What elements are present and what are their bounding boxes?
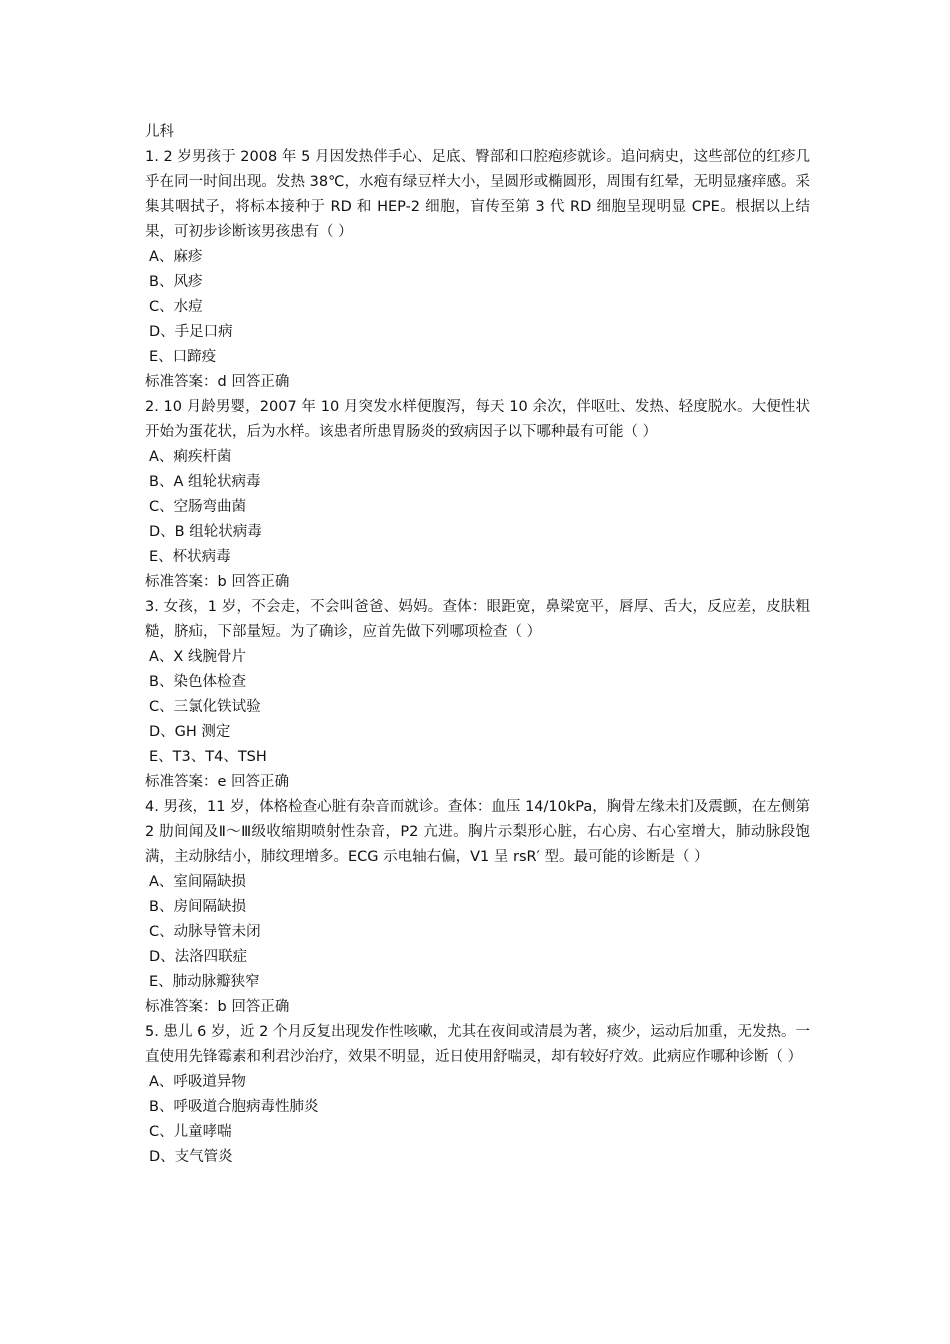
option-c: C、空肠弯曲菌	[149, 499, 247, 515]
question-stem: 1. 2 岁男孩于 2008 年 5 月因发热伴手心、足底、臀部和口腔疱疹就诊。追问病史，这些部位的红疹几乎在同一时间出现。发热 38℃，水疱有绿豆样大小，呈圆形或椭圆形，周围有红晕，无明显瘙痒感。采集其咽拭子，将标本接种于 RD 和 HEP-2 细胞，盲传至第 3 代 RD 细胞呈现明显 CPE。根据以上结果，可初步诊断该男孩患有（ ）	[145, 149, 810, 240]
option-d: D、B 组轮状病毒	[149, 524, 262, 540]
standard-answer: 标准答案：d 回答正确	[145, 374, 290, 390]
option-b: B、染色体检查	[149, 674, 246, 690]
standard-answer: 标准答案：e 回答正确	[145, 774, 290, 790]
option-e: E、T3、T4、TSH	[149, 749, 267, 765]
question-2	[145, 395, 810, 595]
question-1	[145, 145, 810, 395]
question-3	[145, 595, 810, 795]
option-a: A、室间隔缺损	[149, 874, 246, 890]
question-stem: 4. 男孩，11 岁，体格检查心脏有杂音而就诊。查体：血压 14/10kPa，胸骨左缘未扪及震颤，在左侧第 2 肋间闻及Ⅱ～Ⅲ级收缩期喷射性杂音，P2 亢进。胸片示梨形心脏，右心房、右心室增大，肺动脉段饱满，主动脉结小，肺纹理增多。ECG 示电轴右偏，V1 呈 rsR′ 型。最可能的诊断是（ ）	[145, 799, 810, 865]
option-d: D、GH 测定	[149, 724, 231, 740]
question-stem: 3. 女孩，1 岁，不会走，不会叫爸爸、妈妈。查体：眼距宽，鼻梁宽平，唇厚、舌大，反应差，皮肤粗糙，脐疝，下部量短。为了确诊，应首先做下列哪项检查（ ）	[145, 599, 810, 640]
option-b: B、A 组轮状病毒	[149, 474, 261, 490]
standard-answer: 标准答案：b 回答正确	[145, 999, 290, 1015]
option-d: D、支气管炎	[149, 1149, 233, 1165]
option-a: A、X 线腕骨片	[149, 649, 246, 665]
standard-answer: 标准答案：b 回答正确	[145, 574, 290, 590]
option-e: E、肺动脉瓣狭窄	[149, 974, 260, 990]
option-a: A、痢疾杆菌	[149, 449, 232, 465]
option-e: E、杯状病毒	[149, 549, 231, 565]
option-d: D、法洛四联症	[149, 949, 248, 965]
option-b: B、呼吸道合胞病毒性肺炎	[149, 1099, 319, 1115]
option-e: E、口蹄疫	[149, 349, 217, 365]
option-d: D、手足口病	[149, 324, 233, 340]
document-title: 儿科	[145, 124, 174, 140]
question-4	[145, 795, 810, 1020]
option-b: B、房间隔缺损	[149, 899, 246, 915]
question-stem: 5. 患儿 6 岁，近 2 个月反复出现发作性咳嗽，尤其在夜间或清晨为著，痰少，运动后加重，无发热。一直使用先锋霉素和利君沙治疗，效果不明显，近日使用舒喘灵，却有较好疗效。此病应作哪种诊断（ ）	[145, 1024, 810, 1065]
option-c: C、儿童哮喘	[149, 1124, 232, 1140]
option-c: C、动脉导管未闭	[149, 924, 261, 940]
option-a: A、呼吸道异物	[149, 1074, 246, 1090]
option-c: C、三氯化铁试验	[149, 699, 261, 715]
document-page	[145, 120, 810, 1170]
question-stem: 2. 10 月龄男婴，2007 年 10 月突发水样便腹泻，每天 10 余次，伴呕吐、发热、轻度脱水。大便性状开始为蛋花状，后为水样。该患者所患胃肠炎的致病因子以下哪种最有可能（ ）	[145, 399, 810, 440]
option-a: A、麻疹	[149, 249, 203, 265]
option-c: C、水痘	[149, 299, 203, 315]
question-5	[145, 1020, 810, 1170]
option-b: B、风疹	[149, 274, 203, 290]
